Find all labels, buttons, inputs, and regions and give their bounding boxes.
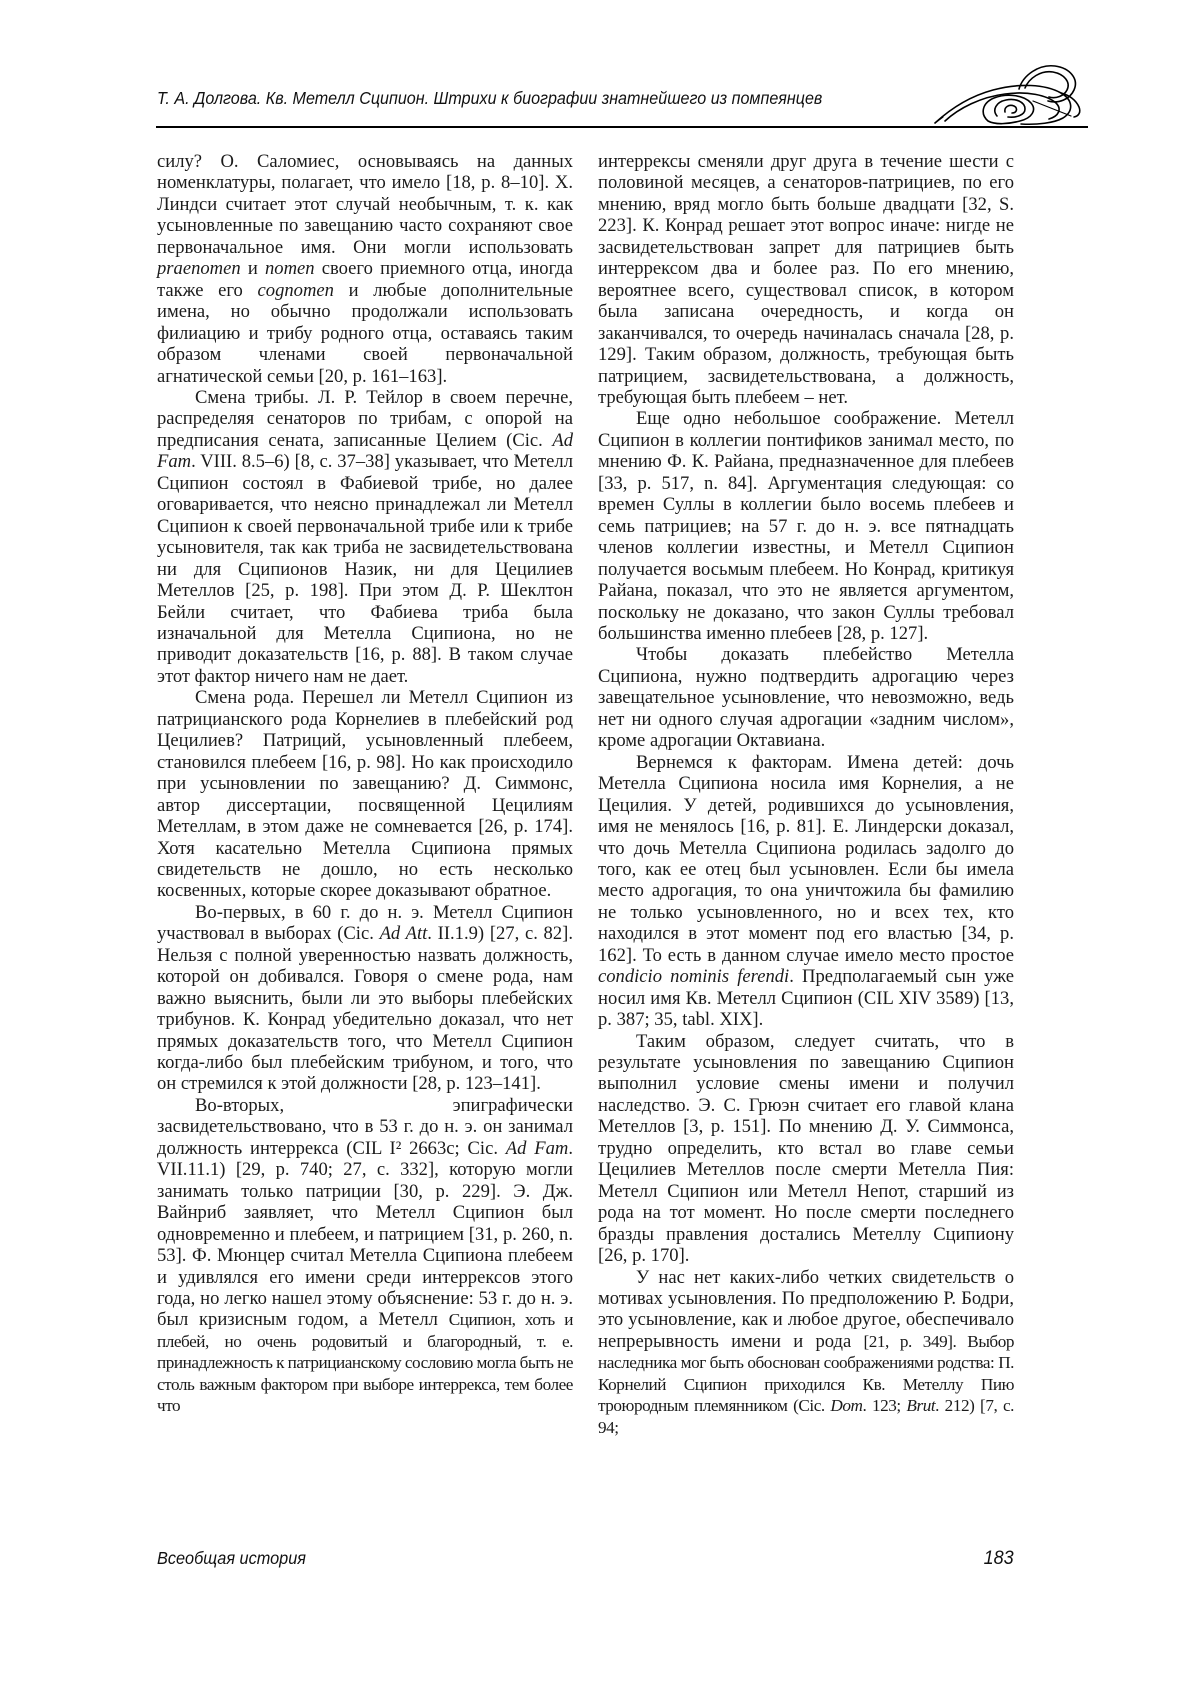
text-segment: своего приемного отца, иногда также его	[157, 258, 573, 301]
text-segment: Во-первых, в 60 г. до н. э. Метелл Сципион участвовал в выборах (Cic.	[157, 901, 573, 945]
paragraph	[598, 1031, 1014, 1267]
text-segment: Сципион, хоть и плебей, но очень родовитый и благородный, т. е. принадлежность к патрицианскому сословию могла быть не столь важным фактором при выборе интеррекса, тем более что	[157, 1310, 574, 1416]
text-segment: nomen	[264, 258, 315, 280]
left-column	[157, 151, 573, 1438]
text-segment: Вернемся к факторам. Имена детей: дочь Метелла Сципиона носила имя Корнелия, а не Цецилия. У детей, родившихся до усыновления, имя не менялось [16, p. 81]. Е. Линдерски доказал, что дочь Метелла Сципиона родилась задолго до того, как ее отец был усыновлен. Если бы имела место адрогация, то она уничтожила бы фамилию не только усыновленного, но и всех тех, кто находился в этот момент под его властью [34, p. 162]. То есть в данном случае имело место простое	[598, 751, 1014, 966]
page-number: 183	[983, 1548, 1014, 1569]
article-body	[157, 151, 1014, 1438]
text-segment: . VII.11.1) [29, p. 740; 27, с. 332], которую могли занимать только патриции [30, p. 229]. Э. Дж. Вайнриб заявляет, что Метелл Сципион был одновременно и плебеем, и патрицием [31, p. 260, n. 53]. Ф. Мюнцер считал Метелла Сципиона плебеем и удивлялся его имени среди интеррексов этого года, но легко нашел этому объяснение: 53 г. до н. э. был кризисным годом, а Метелл	[157, 1137, 573, 1331]
text-segment: . II.1.9) [27, с. 82]. Нельзя с полной уверенностью назвать должность, которой он добивался. Говоря о смене рода, нам важно выяснить, были ли это выборы плебейских трибунов. К. Конрад убедительно доказал, что нет прямых доказательств того, что Метелл Сципион когда-либо был плебейским трибуном, и того, что он стремился к этой должности [28, p. 123–141].	[157, 923, 573, 1095]
text-segment: . VIII. 8.5–6) [8, с. 37–38] указывает, что Метелл Сципион состоял в Фабиевой трибе, но далее оговаривается, что неясно принадлежал ли Метелл Сципион к своей первоначальной трибе или к трибе усыновителя, так как триба не засвидетельствована ни для Сципионов Назик, ни для Цецилиев Метеллов [25, p. 198]. При этом Д. Р. Шеклтон Бейли считает, что Фабиева триба была изначальной для Метелла Сципиона, но не приводит доказательств [16, p. 88]. В таком случае этот фактор ничего нам не дает.	[157, 451, 573, 687]
paragraph	[598, 644, 1014, 751]
paragraph	[598, 1267, 1014, 1439]
page-footer	[157, 1548, 1014, 1570]
text-segment: condicio nominis ferendi	[598, 966, 790, 988]
text-segment: силу? О. Саломиес, основываясь на данных номенклатуры, полагает, что имело [18, p. 8–10]. Х. Линдси считает этот случай необычным, т. к. как усыновленные по завещанию часто сохраняют свое первоначальное имя. Они могли использовать	[157, 151, 573, 258]
footer-section-title: Всеобщая история	[157, 1548, 306, 1568]
paragraph	[157, 1095, 573, 1417]
text-segment: Смена трибы. Л. Р. Тейлор в своем перечне, распределяя сенаторов по трибам, с опорой на предписания сената, записанные Целием (Cic.	[157, 386, 573, 451]
running-header: Т. А. Долгова. Кв. Метелл Сципион. Штрихи к биографии знатнейшего из помпеянцев	[157, 88, 823, 108]
text-segment: [21, p. 349]. Выбор наследника мог быть обоснован соображениями родства: П. Корнелий Сципион приходился Кв. Метеллу Пию троюродным племянником (Cic.	[598, 1331, 1015, 1416]
floral-ornament-icon	[933, 55, 1085, 127]
text-segment: praenomen	[157, 258, 241, 280]
text-segment: У нас нет каких-либо четких свидетельств о мотивах усыновления. По предположению Р. Бодри, это усыновление, как и любое другое, обеспечивало непрерывность имени и рода	[598, 1266, 1014, 1352]
text-segment: и	[240, 258, 265, 280]
text-segment: Во-вторых, эпиграфически засвидетельствовано, что в 53 г. до н. э. он занимал должность интеррекса (CIL I² 2663c; Cic.	[157, 1094, 573, 1159]
paragraph	[157, 902, 573, 1095]
text-segment: Ad Fam	[505, 1137, 569, 1159]
text-segment: cognomen	[257, 279, 334, 301]
paragraph	[598, 408, 1014, 644]
text-segment: интеррексы сменяли друг друга в течение шести с половиной месяцев, а сенаторов-патрициев, по его мнению, вряд могло быть больше двадцати [32, S. 223]. К. Конрад решает этот вопрос иначе: нигде не засвидетельствован запрет для патрициев быть интеррексом два и более раз. По его мнению, вероятнее всего, существовал список, в котором была записана очередность, и когда он заканчивался, то очередь начиналась сначала [28, p. 129]. Таким образом, должность, требующая быть патрицием, засвидетельствована, а должность, требующая быть плебеем – нет.	[598, 151, 1014, 408]
header-rule	[156, 126, 1088, 128]
paragraph	[598, 752, 1014, 1031]
text-segment: Еще одно небольшое соображение. Метелл Сципион в коллегии понтификов занимал место, по мнению Ф. К. Райана, предназначенное для плебеев [33, p. 517, n. 84]. Аргументация следующая: со времен Суллы в коллегии было восемь плебеев и семь патрициев; на 57 г. до н. э. все пятнадцать членов коллегии известны, и Метелл Сципион получается восьмым плебеем. Но Конрад, критикуя Райана, показал, что это не является аргументом, поскольку не доказано, что закон Суллы требовал большинства именно плебеев [28, p. 127].	[598, 408, 1014, 644]
text-segment: Ad Att	[379, 923, 428, 945]
text-segment: Смена рода. Перешел ли Метелл Сципион из патрицианского рода Корнелиев в плебейский род Цецилиев? Патриций, усыновленный плебеем, становился плебеем [16, p. 98]. Но как происходило при усыновлении по завещанию? Д. Симмонс, автор диссертации, посвященной Цецилиям Метеллам, в этом даже не сомневается [26, p. 174]. Хотя касательно Метелла Сципиона прямых свидетельств не дошло, но есть несколько косвенных, которые скорее доказывают обратное.	[157, 687, 573, 902]
paragraph	[157, 387, 573, 687]
text-segment: Dom	[830, 1396, 863, 1416]
text-segment: Brut	[906, 1396, 936, 1416]
text-segment: . 212) [7, с. 94;	[598, 1396, 1014, 1437]
text-segment: и любые дополнительные имена, но обычно продолжали использовать филиацию и трибу родного отца, оставаясь таким образом членами своей первоначальной агнатической семьи [20, p. 161–163].	[157, 279, 573, 387]
paragraph	[157, 687, 573, 902]
paragraph	[157, 151, 573, 387]
text-segment: Ad Fam	[157, 429, 573, 473]
paragraph	[598, 151, 1014, 408]
text-segment: . Предполагаемый сын уже носил имя Кв. Метелл Сципион (CIL XIV 3589) [13, p. 387; 35, tabl. XIX].	[598, 966, 1015, 1031]
text-segment: . 123;	[862, 1396, 907, 1416]
text-segment: Чтобы доказать плебейство Метелла Сципиона, нужно подтвердить адрогацию через завещательное усыновление, что невозможно, ведь нет ни одного случая адрогации «задним числом», кроме адрогации Октавиана.	[598, 644, 1014, 752]
text-segment: Таким образом, следует считать, что в результате усыновления по завещанию Сципион выполнил условие смены имени и получил наследство. Э. С. Грюэн считает его главой клана Метеллов [3, p. 151]. По мнению Д. У. Симмонса, трудно определить, кто встал во главе семьи Цецилиев Метеллов после смерти Метелла Пия: Метелл Сципион или Метелл Непот, старший из рода на тот момент. Но после смерти последнего бразды правления достались Метеллу Сципиону [26, p. 170].	[598, 1030, 1014, 1267]
right-column	[598, 151, 1014, 1438]
